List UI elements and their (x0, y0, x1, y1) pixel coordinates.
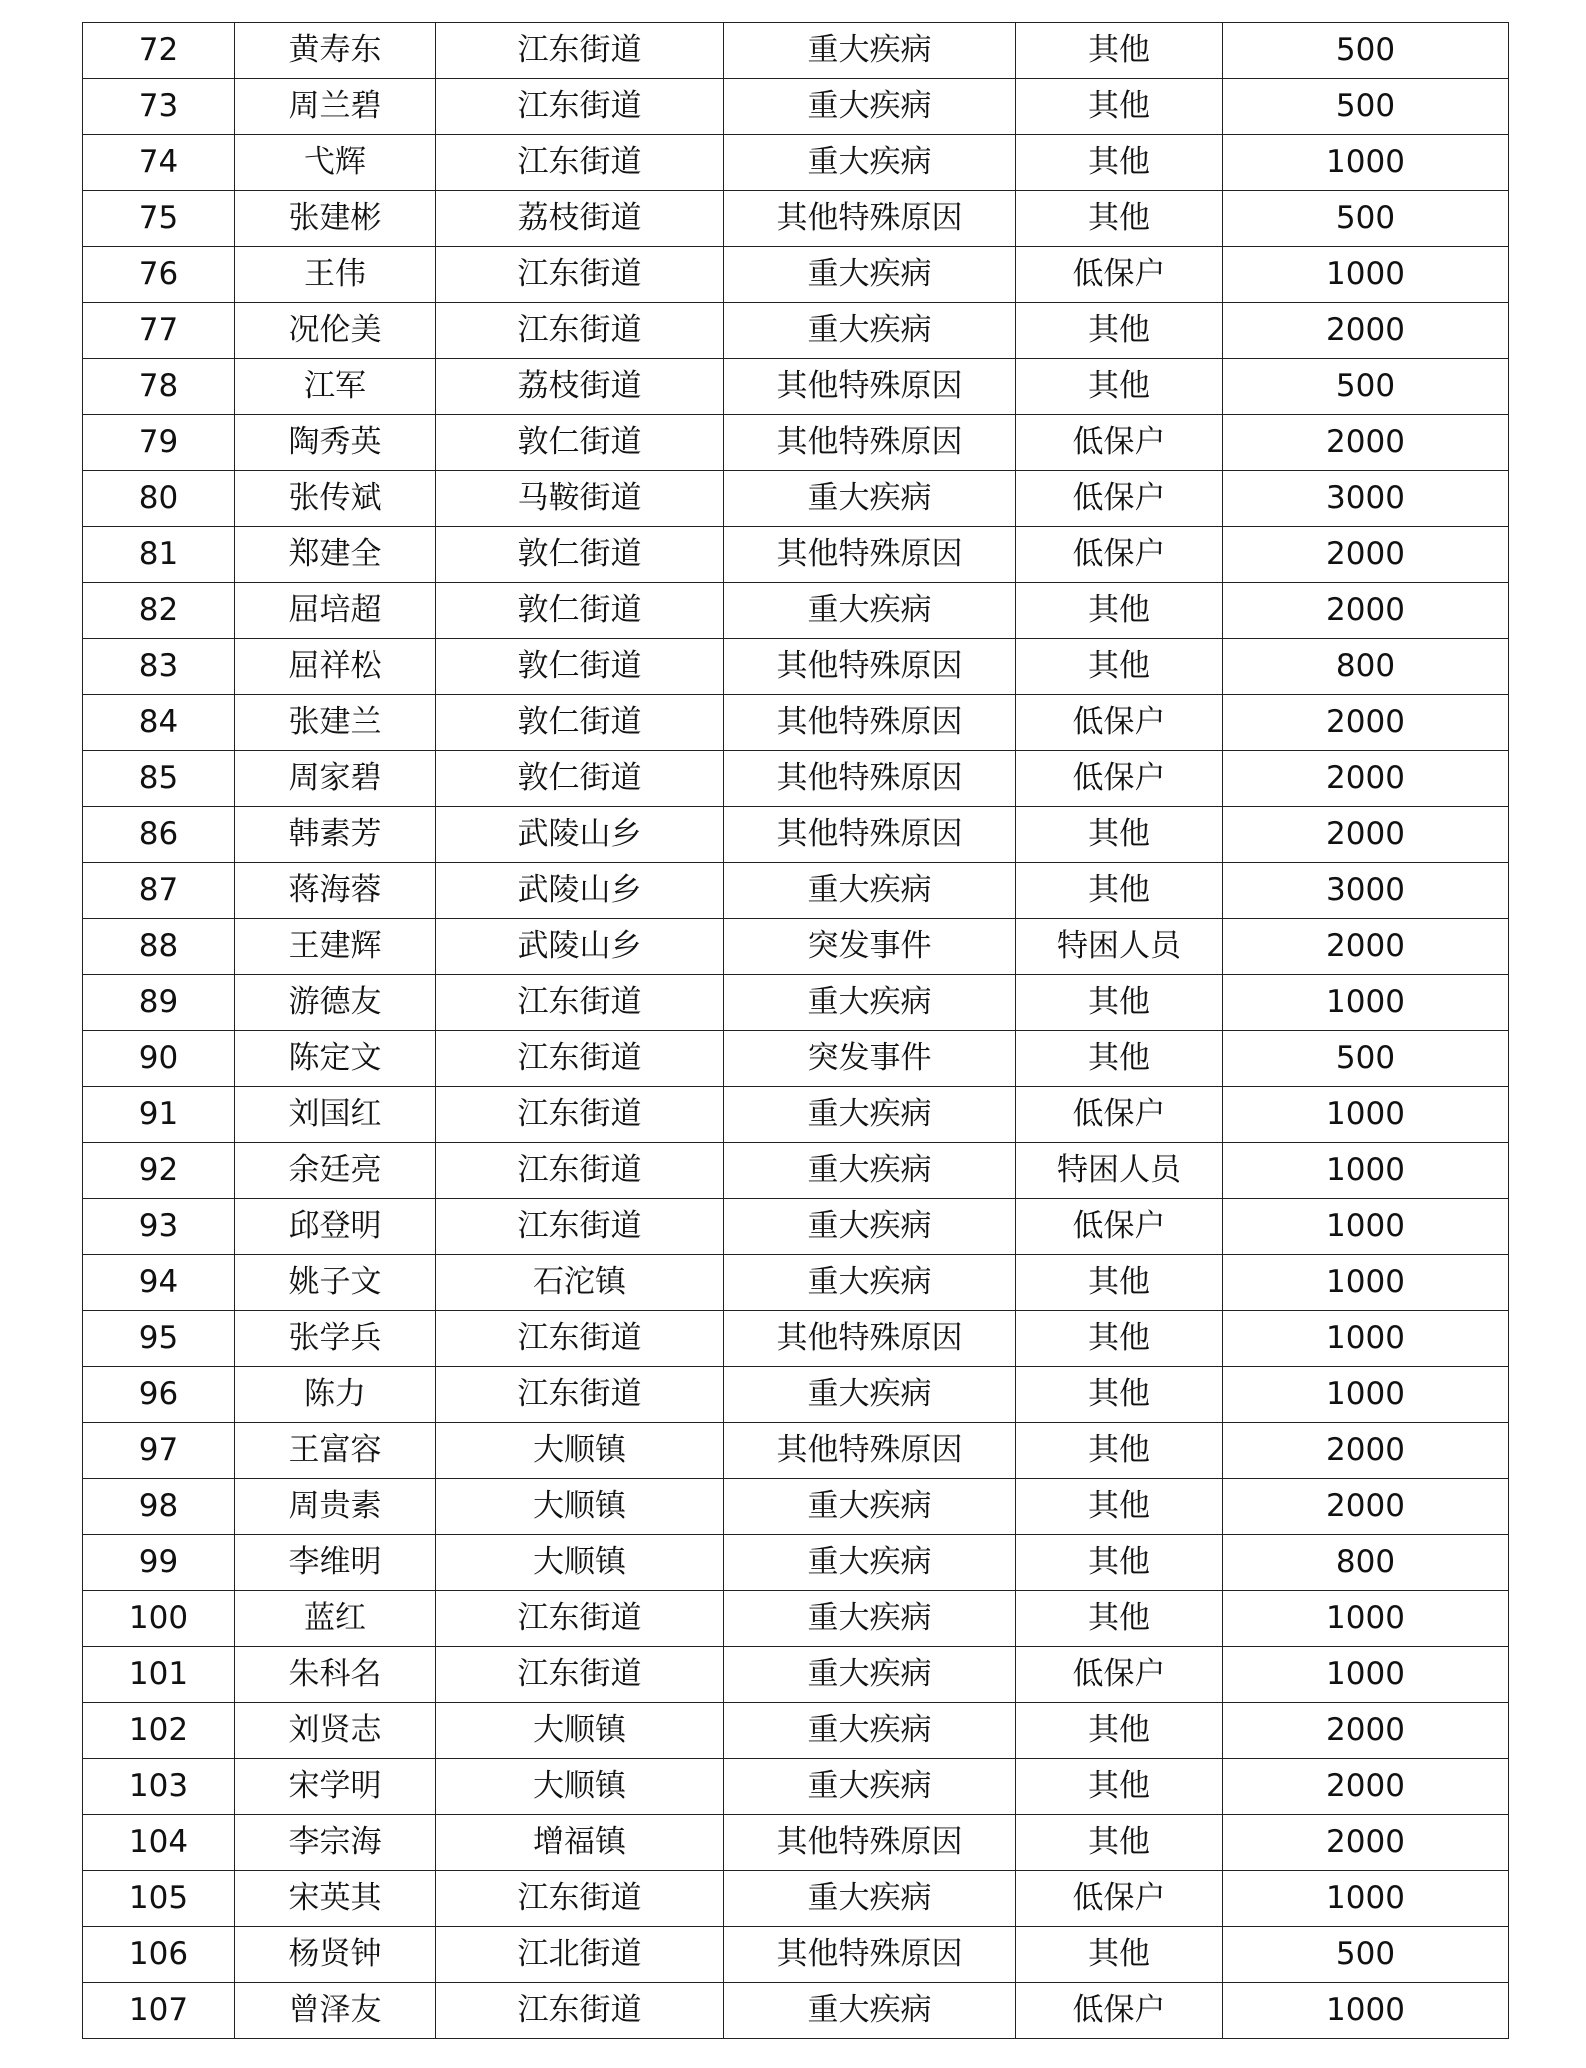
name-cell: 宋学明 (235, 1759, 436, 1815)
table-row (83, 1143, 1509, 1199)
amount-cell: 2000 (1223, 695, 1509, 751)
table-row (83, 1591, 1509, 1647)
amount-cell: 2000 (1223, 1759, 1509, 1815)
name-cell: 张建彬 (235, 191, 436, 247)
table-row (83, 527, 1509, 583)
amount-cell: 800 (1223, 639, 1509, 695)
table-row (83, 1199, 1509, 1255)
township-cell: 大顺镇 (436, 1703, 724, 1759)
serial-number-cell: 83 (83, 639, 235, 695)
name-cell: 陈力 (235, 1367, 436, 1423)
relief-list-sheet (82, 22, 1508, 2039)
name-cell: 姚子文 (235, 1255, 436, 1311)
serial-number-cell: 101 (83, 1647, 235, 1703)
serial-number-cell: 90 (83, 1031, 235, 1087)
name-cell: 韩素芳 (235, 807, 436, 863)
reason-cell: 重大疾病 (724, 1255, 1016, 1311)
category-cell: 低保户 (1016, 471, 1223, 527)
table-row (83, 695, 1509, 751)
name-cell: 余廷亮 (235, 1143, 436, 1199)
township-cell: 武陵山乡 (436, 863, 724, 919)
reason-cell: 重大疾病 (724, 1759, 1016, 1815)
amount-cell: 1000 (1223, 1647, 1509, 1703)
township-cell: 大顺镇 (436, 1535, 724, 1591)
reason-cell: 突发事件 (724, 1031, 1016, 1087)
township-cell: 大顺镇 (436, 1479, 724, 1535)
category-cell: 低保户 (1016, 415, 1223, 471)
reason-cell: 重大疾病 (724, 1591, 1016, 1647)
reason-cell: 其他特殊原因 (724, 1311, 1016, 1367)
amount-cell: 2000 (1223, 415, 1509, 471)
category-cell: 低保户 (1016, 1647, 1223, 1703)
amount-cell: 2000 (1223, 1479, 1509, 1535)
serial-number-cell: 94 (83, 1255, 235, 1311)
township-cell: 荔枝街道 (436, 191, 724, 247)
name-cell: 江军 (235, 359, 436, 415)
township-cell: 江东街道 (436, 1087, 724, 1143)
township-cell: 江东街道 (436, 1143, 724, 1199)
township-cell: 石沱镇 (436, 1255, 724, 1311)
reason-cell: 其他特殊原因 (724, 1927, 1016, 1983)
serial-number-cell: 76 (83, 247, 235, 303)
township-cell: 江东街道 (436, 135, 724, 191)
table-row (83, 135, 1509, 191)
amount-cell: 2000 (1223, 751, 1509, 807)
reason-cell: 其他特殊原因 (724, 1815, 1016, 1871)
table-row (83, 1087, 1509, 1143)
name-cell: 张学兵 (235, 1311, 436, 1367)
amount-cell: 1000 (1223, 1255, 1509, 1311)
township-cell: 江东街道 (436, 247, 724, 303)
amount-cell: 2000 (1223, 527, 1509, 583)
table-row (83, 247, 1509, 303)
amount-cell: 500 (1223, 23, 1509, 79)
serial-number-cell: 78 (83, 359, 235, 415)
name-cell: 王建辉 (235, 919, 436, 975)
reason-cell: 重大疾病 (724, 1143, 1016, 1199)
category-cell: 其他 (1016, 583, 1223, 639)
name-cell: 朱科名 (235, 1647, 436, 1703)
serial-number-cell: 72 (83, 23, 235, 79)
amount-cell: 1000 (1223, 1871, 1509, 1927)
serial-number-cell: 102 (83, 1703, 235, 1759)
township-cell: 敦仁街道 (436, 415, 724, 471)
category-cell: 其他 (1016, 1703, 1223, 1759)
name-cell: 邱登明 (235, 1199, 436, 1255)
category-cell: 其他 (1016, 1591, 1223, 1647)
serial-number-cell: 79 (83, 415, 235, 471)
township-cell: 江东街道 (436, 79, 724, 135)
reason-cell: 其他特殊原因 (724, 1423, 1016, 1479)
reason-cell: 重大疾病 (724, 975, 1016, 1031)
name-cell: 黄寿东 (235, 23, 436, 79)
amount-cell: 1000 (1223, 975, 1509, 1031)
amount-cell: 2000 (1223, 807, 1509, 863)
name-cell: 弋辉 (235, 135, 436, 191)
name-cell: 王富容 (235, 1423, 436, 1479)
category-cell: 其他 (1016, 1479, 1223, 1535)
serial-number-cell: 107 (83, 1983, 235, 2039)
amount-cell: 2000 (1223, 919, 1509, 975)
name-cell: 陈定文 (235, 1031, 436, 1087)
name-cell: 曾泽友 (235, 1983, 436, 2039)
reason-cell: 重大疾病 (724, 1367, 1016, 1423)
township-cell: 敦仁街道 (436, 527, 724, 583)
reason-cell: 其他特殊原因 (724, 751, 1016, 807)
township-cell: 江东街道 (436, 1031, 724, 1087)
category-cell: 其他 (1016, 359, 1223, 415)
name-cell: 况伦美 (235, 303, 436, 359)
name-cell: 游德友 (235, 975, 436, 1031)
township-cell: 江东街道 (436, 303, 724, 359)
amount-cell: 2000 (1223, 1423, 1509, 1479)
township-cell: 江东街道 (436, 1311, 724, 1367)
serial-number-cell: 87 (83, 863, 235, 919)
serial-number-cell: 88 (83, 919, 235, 975)
serial-number-cell: 86 (83, 807, 235, 863)
table-row (83, 471, 1509, 527)
category-cell: 低保户 (1016, 695, 1223, 751)
name-cell: 刘国红 (235, 1087, 436, 1143)
reason-cell: 其他特殊原因 (724, 359, 1016, 415)
table-row (83, 639, 1509, 695)
category-cell: 其他 (1016, 1311, 1223, 1367)
name-cell: 宋英其 (235, 1871, 436, 1927)
township-cell: 江东街道 (436, 1367, 724, 1423)
table-row (83, 1703, 1509, 1759)
table-row (83, 23, 1509, 79)
table-row (83, 303, 1509, 359)
category-cell: 其他 (1016, 135, 1223, 191)
category-cell: 其他 (1016, 79, 1223, 135)
category-cell: 低保户 (1016, 751, 1223, 807)
reason-cell: 重大疾病 (724, 135, 1016, 191)
township-cell: 大顺镇 (436, 1759, 724, 1815)
name-cell: 周兰碧 (235, 79, 436, 135)
amount-cell: 1000 (1223, 1311, 1509, 1367)
name-cell: 张建兰 (235, 695, 436, 751)
amount-cell: 2000 (1223, 1815, 1509, 1871)
township-cell: 江东街道 (436, 1871, 724, 1927)
category-cell: 其他 (1016, 191, 1223, 247)
table-row (83, 1647, 1509, 1703)
name-cell: 屈祥松 (235, 639, 436, 695)
amount-cell: 500 (1223, 1031, 1509, 1087)
name-cell: 刘贤志 (235, 1703, 436, 1759)
amount-cell: 1000 (1223, 1143, 1509, 1199)
amount-cell: 1000 (1223, 135, 1509, 191)
name-cell: 郑建全 (235, 527, 436, 583)
serial-number-cell: 105 (83, 1871, 235, 1927)
serial-number-cell: 91 (83, 1087, 235, 1143)
reason-cell: 其他特殊原因 (724, 695, 1016, 751)
serial-number-cell: 89 (83, 975, 235, 1031)
name-cell: 周贵素 (235, 1479, 436, 1535)
table-row (83, 1983, 1509, 2039)
amount-cell: 1000 (1223, 247, 1509, 303)
township-cell: 江东街道 (436, 1199, 724, 1255)
township-cell: 大顺镇 (436, 1423, 724, 1479)
name-cell: 李维明 (235, 1535, 436, 1591)
reason-cell: 重大疾病 (724, 79, 1016, 135)
amount-cell: 3000 (1223, 863, 1509, 919)
serial-number-cell: 92 (83, 1143, 235, 1199)
table-row (83, 1535, 1509, 1591)
category-cell: 其他 (1016, 1255, 1223, 1311)
table-row (83, 583, 1509, 639)
reason-cell: 其他特殊原因 (724, 191, 1016, 247)
amount-cell: 1000 (1223, 1367, 1509, 1423)
township-cell: 敦仁街道 (436, 583, 724, 639)
amount-cell: 1000 (1223, 1591, 1509, 1647)
name-cell: 蓝红 (235, 1591, 436, 1647)
reason-cell: 其他特殊原因 (724, 527, 1016, 583)
amount-cell: 2000 (1223, 303, 1509, 359)
reason-cell: 重大疾病 (724, 1535, 1016, 1591)
category-cell: 其他 (1016, 1367, 1223, 1423)
category-cell: 其他 (1016, 975, 1223, 1031)
name-cell: 屈培超 (235, 583, 436, 639)
table-row (83, 1367, 1509, 1423)
category-cell: 其他 (1016, 1927, 1223, 1983)
name-cell: 李宗海 (235, 1815, 436, 1871)
amount-cell: 500 (1223, 1927, 1509, 1983)
serial-number-cell: 77 (83, 303, 235, 359)
category-cell: 其他 (1016, 1815, 1223, 1871)
reason-cell: 重大疾病 (724, 471, 1016, 527)
category-cell: 低保户 (1016, 1983, 1223, 2039)
table-row (83, 1479, 1509, 1535)
amount-cell: 2000 (1223, 1703, 1509, 1759)
table-row (83, 919, 1509, 975)
table-row (83, 359, 1509, 415)
serial-number-cell: 93 (83, 1199, 235, 1255)
category-cell: 其他 (1016, 807, 1223, 863)
amount-cell: 500 (1223, 359, 1509, 415)
serial-number-cell: 96 (83, 1367, 235, 1423)
amount-cell: 2000 (1223, 583, 1509, 639)
category-cell: 其他 (1016, 863, 1223, 919)
township-cell: 敦仁街道 (436, 751, 724, 807)
reason-cell: 重大疾病 (724, 1647, 1016, 1703)
serial-number-cell: 75 (83, 191, 235, 247)
table-row (83, 1815, 1509, 1871)
serial-number-cell: 103 (83, 1759, 235, 1815)
name-cell: 王伟 (235, 247, 436, 303)
serial-number-cell: 95 (83, 1311, 235, 1367)
name-cell: 杨贤钟 (235, 1927, 436, 1983)
reason-cell: 重大疾病 (724, 23, 1016, 79)
table-row (83, 1423, 1509, 1479)
township-cell: 敦仁街道 (436, 639, 724, 695)
reason-cell: 突发事件 (724, 919, 1016, 975)
serial-number-cell: 99 (83, 1535, 235, 1591)
township-cell: 武陵山乡 (436, 807, 724, 863)
amount-cell: 500 (1223, 191, 1509, 247)
serial-number-cell: 100 (83, 1591, 235, 1647)
category-cell: 低保户 (1016, 1087, 1223, 1143)
reason-cell: 重大疾病 (724, 1199, 1016, 1255)
township-cell: 武陵山乡 (436, 919, 724, 975)
table-row (83, 191, 1509, 247)
table-row (83, 1759, 1509, 1815)
category-cell: 低保户 (1016, 1871, 1223, 1927)
table-row (83, 1871, 1509, 1927)
table-row (83, 863, 1509, 919)
table-body (83, 23, 1509, 2039)
name-cell: 张传斌 (235, 471, 436, 527)
category-cell: 其他 (1016, 23, 1223, 79)
table-row (83, 975, 1509, 1031)
reason-cell: 其他特殊原因 (724, 415, 1016, 471)
reason-cell: 重大疾病 (724, 1703, 1016, 1759)
amount-cell: 1000 (1223, 1199, 1509, 1255)
reason-cell: 重大疾病 (724, 247, 1016, 303)
table-row (83, 807, 1509, 863)
serial-number-cell: 82 (83, 583, 235, 639)
township-cell: 敦仁街道 (436, 695, 724, 751)
serial-number-cell: 97 (83, 1423, 235, 1479)
category-cell: 低保户 (1016, 1199, 1223, 1255)
relief-list-table (82, 22, 1509, 2039)
reason-cell: 重大疾病 (724, 1983, 1016, 2039)
township-cell: 荔枝街道 (436, 359, 724, 415)
township-cell: 江东街道 (436, 1591, 724, 1647)
category-cell: 其他 (1016, 639, 1223, 695)
serial-number-cell: 84 (83, 695, 235, 751)
serial-number-cell: 80 (83, 471, 235, 527)
reason-cell: 其他特殊原因 (724, 639, 1016, 695)
table-row (83, 1031, 1509, 1087)
serial-number-cell: 104 (83, 1815, 235, 1871)
township-cell: 江北街道 (436, 1927, 724, 1983)
name-cell: 陶秀英 (235, 415, 436, 471)
reason-cell: 重大疾病 (724, 1871, 1016, 1927)
table-row (83, 415, 1509, 471)
amount-cell: 1000 (1223, 1983, 1509, 2039)
serial-number-cell: 98 (83, 1479, 235, 1535)
serial-number-cell: 73 (83, 79, 235, 135)
category-cell: 特困人员 (1016, 919, 1223, 975)
reason-cell: 重大疾病 (724, 583, 1016, 639)
category-cell: 低保户 (1016, 527, 1223, 583)
reason-cell: 重大疾病 (724, 303, 1016, 359)
name-cell: 蒋海蓉 (235, 863, 436, 919)
amount-cell: 500 (1223, 79, 1509, 135)
serial-number-cell: 85 (83, 751, 235, 807)
category-cell: 特困人员 (1016, 1143, 1223, 1199)
serial-number-cell: 81 (83, 527, 235, 583)
name-cell: 周家碧 (235, 751, 436, 807)
reason-cell: 其他特殊原因 (724, 807, 1016, 863)
table-row (83, 1255, 1509, 1311)
amount-cell: 800 (1223, 1535, 1509, 1591)
township-cell: 江东街道 (436, 1983, 724, 2039)
table-row (83, 1927, 1509, 1983)
township-cell: 增福镇 (436, 1815, 724, 1871)
table-row (83, 79, 1509, 135)
serial-number-cell: 74 (83, 135, 235, 191)
township-cell: 江东街道 (436, 975, 724, 1031)
table-row (83, 1311, 1509, 1367)
township-cell: 江东街道 (436, 23, 724, 79)
category-cell: 其他 (1016, 1031, 1223, 1087)
category-cell: 其他 (1016, 1423, 1223, 1479)
category-cell: 其他 (1016, 1535, 1223, 1591)
amount-cell: 1000 (1223, 1087, 1509, 1143)
township-cell: 江东街道 (436, 1647, 724, 1703)
category-cell: 其他 (1016, 1759, 1223, 1815)
category-cell: 其他 (1016, 303, 1223, 359)
township-cell: 马鞍街道 (436, 471, 724, 527)
serial-number-cell: 106 (83, 1927, 235, 1983)
category-cell: 低保户 (1016, 247, 1223, 303)
reason-cell: 重大疾病 (724, 1479, 1016, 1535)
amount-cell: 3000 (1223, 471, 1509, 527)
table-row (83, 751, 1509, 807)
reason-cell: 重大疾病 (724, 1087, 1016, 1143)
reason-cell: 重大疾病 (724, 863, 1016, 919)
